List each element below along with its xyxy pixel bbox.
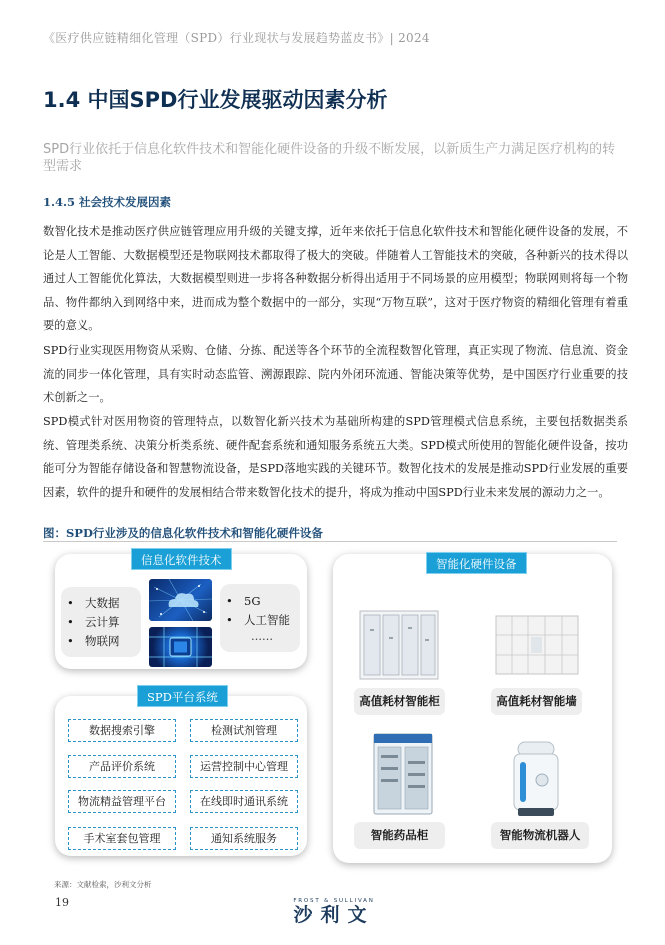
system-box: 数据搜索引擎 — [68, 719, 176, 742]
cloud-network-image — [149, 579, 212, 621]
tech-more: …… — [251, 630, 273, 643]
system-box: 产品评价系统 — [68, 755, 176, 778]
ai-chip-image — [149, 627, 212, 667]
page-subtitle: SPD行业依托于信息化软件技术和智能化硬件设备的升级不断发展，以新质生产力满足医疗机构的转型需求 — [43, 142, 616, 174]
medicine-cabinet-image — [373, 733, 433, 815]
system-box: 运营控制中心管理 — [190, 755, 298, 778]
caption-divider — [43, 541, 617, 542]
source-note: 来源：文献检索，沙利文分析 — [54, 880, 152, 889]
frost-sullivan-logo — [281, 898, 387, 926]
system-box: 通知系统服务 — [190, 827, 298, 850]
smart-cabinet-image — [358, 609, 440, 681]
smart-wall-image — [495, 615, 579, 675]
system-box: 手术室套包管理 — [68, 827, 176, 850]
tech-item: • 云计算 — [67, 615, 120, 629]
hardware-tag: 智能化硬件设备 — [426, 552, 527, 574]
tech-item: • 人工智能 — [226, 613, 290, 627]
tech-item: • 物联网 — [67, 634, 120, 648]
section-heading: 1.4.5 社会技术发展因素 — [43, 195, 172, 209]
tech-item: • 5G — [226, 594, 261, 608]
hardware-label: 高值耗材智能墙 — [491, 688, 582, 715]
system-box: 在线即时通讯系统 — [190, 790, 298, 813]
tech-list-left — [61, 587, 141, 657]
hardware-label: 高值耗材智能柜 — [354, 688, 445, 715]
report-header: 《医疗供应链精细化管理（SPD）行业现状与发展趋势蓝皮书》| 2024 — [43, 31, 430, 45]
page-number: 19 — [55, 896, 69, 909]
logo-english: FROST & SULLIVAN — [293, 898, 375, 904]
system-box: 检测试剂管理 — [190, 719, 298, 742]
tech-list-right — [220, 584, 300, 652]
system-box: 物流精益管理平台 — [68, 790, 176, 813]
figure-caption: 图：SPD行业涉及的信息化软件技术和智能化硬件设备 — [43, 526, 323, 540]
paragraph-2: SPD行业实现医用物资从采购、仓储、分拣、配送等各个环节的全流程数智化管理，真正实现了物流、信息流、资金流的同步一体化管理，具有实时动态监管、溯源跟踪、院内外闭环流通、智能决策等优势，是中国医疗行业重要的技术创新之一。 — [43, 344, 628, 404]
page-title: 1.4 中国SPD行业发展驱动因素分析 — [43, 88, 388, 112]
logistics-robot-image — [512, 740, 560, 818]
logo-chinese: 沙利文 — [293, 904, 375, 926]
spd-platform-tag: SPD平台系统 — [137, 685, 228, 707]
paragraph-3: SPD模式针对医用物资的管理特点，以数智化新兴技术为基础所构建的SPD管理模式信息系统，主要包括数据类系统、管理类系统、决策分析类系统、硬件配套系统和通知服务系统五大类。SPD模式所使用的智能化硬件设备，按功能可分为智能存储设备和智慧物流设备，是SPD落地实践的关键环节。数智化技术的发展是推动SPD行业发展的重要因素，软件的提升和硬件的发展相结合带来数智化技术的提升，将成为推动中国SPD行业未来发展的源动力之一。 — [43, 415, 628, 499]
hardware-label: 智能药品柜 — [354, 822, 445, 849]
hardware-label: 智能物流机器人 — [491, 822, 589, 849]
tech-item: • 大数据 — [67, 596, 120, 610]
paragraph-1: 数智化技术是推动医疗供应链管理应用升级的关键支撑，近年来依托于信息化软件技术和智能化硬件设备的发展，不论是人工智能、大数据模型还是物联网技术都取得了极大的突破。伴随着人工智能技术的突破，各种新兴的技术得以通过人工智能优化算法，大数据模型则进一步将各种数据分析得出适用于不同场景的应用模型；物联网则将每一个物品、物件都纳入到网络中来，进而成为整个数据中的一部分，实现“万物互联”，这对于医疗物资的精细化管理有着重要的意义。 — [43, 225, 628, 332]
software-tech-tag: 信息化软件技术 — [131, 548, 232, 570]
